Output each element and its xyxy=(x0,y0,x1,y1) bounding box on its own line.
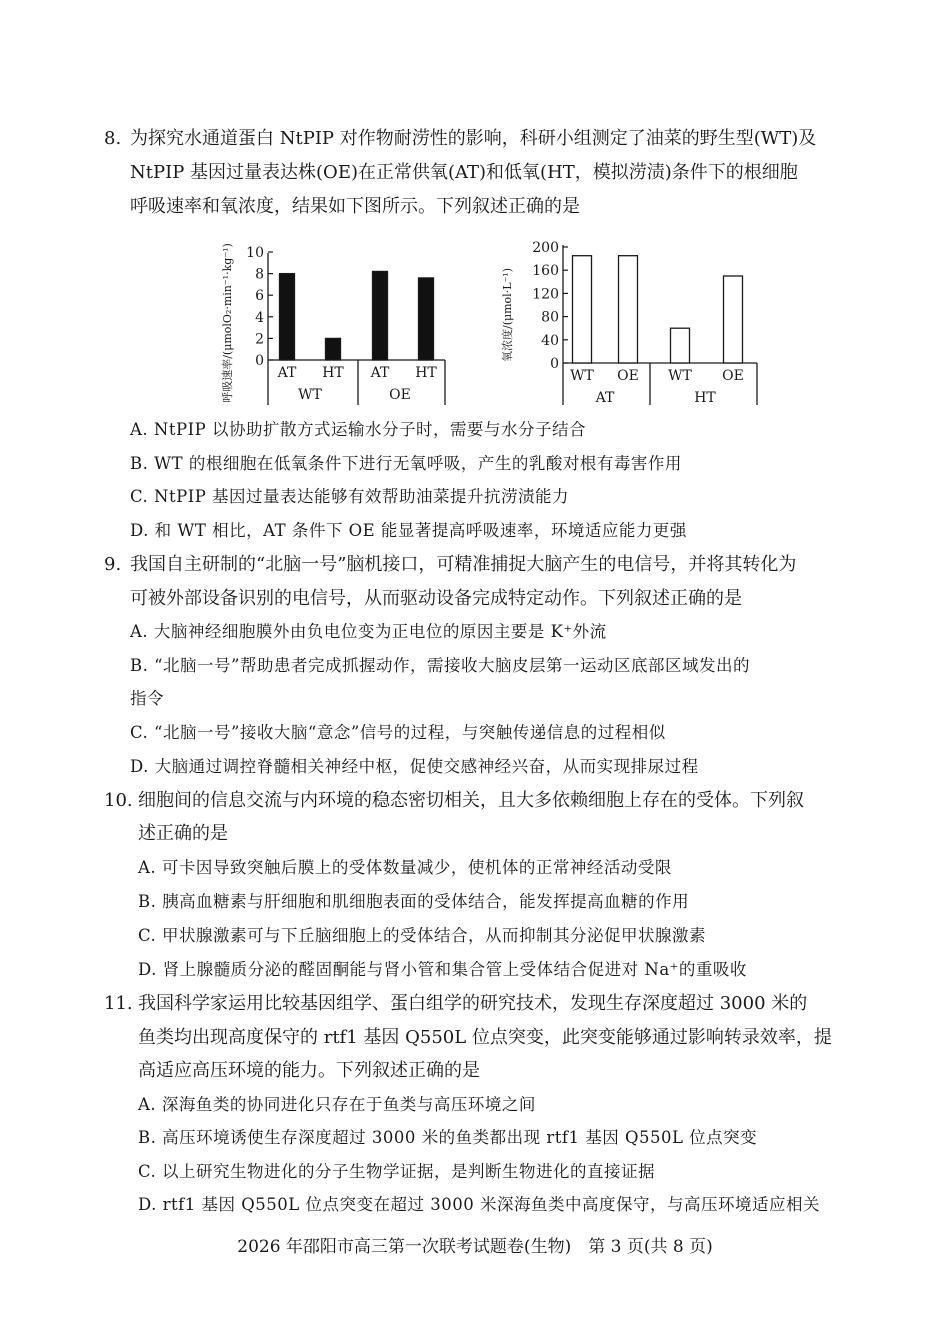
chart1-bar xyxy=(280,274,295,360)
q8-figure xyxy=(215,235,775,410)
q10-option-b: B. 胰高血糖素与肝细胞和肌细胞表面的受体结合，能发挥提高血糖的作用 xyxy=(138,892,690,911)
chart2-bar xyxy=(573,256,592,363)
q10-number: 10. xyxy=(104,790,133,811)
chart1-y-tick-label: 2 xyxy=(255,331,264,348)
chart-oxygen-concentration xyxy=(500,240,757,406)
chart1-bar xyxy=(419,278,434,360)
chart2-y-tick-label: 160 xyxy=(532,263,559,280)
q11-option-d: D. rtf1 基因 Q550L 位点突变在超过 3000 米深海鱼类中高度保守，与高压环境适应相关 xyxy=(138,1195,820,1214)
q8-option-c: C. NtPIP 基因过量表达能够有效帮助油菜提升抗涝渍能力 xyxy=(130,487,570,506)
q9-stem-line-2: 可被外部设备识别的电信号，从而驱动设备完成特定动作。下列叙述正确的是 xyxy=(130,588,742,609)
q8-option-b: B. WT 的根细胞在低氧条件下进行无氧呼吸，产生的乳酸对根有毒害作用 xyxy=(130,454,682,473)
chart-respiration-rate xyxy=(220,243,445,405)
q11-option-a: A. 深海鱼类的协同进化只存在于鱼类与高压环境之间 xyxy=(138,1095,536,1114)
chart2-category-label: OE xyxy=(617,368,639,384)
q10-option-c: C. 甲状腺激素可与下丘脑细胞上的受体结合，从而抑制其分泌促甲状腺激素 xyxy=(138,926,707,945)
q8-stem-line-3: 呼吸速率和氧浓度，结果如下图所示。下列叙述正确的是 xyxy=(130,196,580,217)
q9-option-d: D. 大脑通过调控脊髓相关神经中枢，促使交感神经兴奋，从而实现排尿过程 xyxy=(130,757,699,776)
chart1-y-tick-label: 8 xyxy=(255,266,264,283)
chart2-y-tick-label: 0 xyxy=(550,356,559,372)
q11-stem-line-1: 我国科学家运用比较基因组学、蛋白组学的研究技术，发现生存深度超过 3000 米的 xyxy=(138,993,808,1014)
chart1-y-tick-label: 4 xyxy=(255,309,264,326)
q8-stem-line-2: NtPIP 基因过量表达株(OE)在正常供氧(AT)和低氧(HT，模拟涝渍)条件下的根细胞 xyxy=(130,162,798,183)
q9-option-b: B. “北脑一号”帮助患者完成抓握动作，需接收大脑皮层第一运动区底部区域发出的 xyxy=(130,656,750,675)
chart1-bar xyxy=(326,338,341,360)
chart1-category-label: AT xyxy=(370,365,390,381)
chart2-group-label: HT xyxy=(694,390,716,406)
q11-stem-line-2: 鱼类均出现高度保守的 rtf1 基因 Q550L 位点突变，此突变能够通过影响转录效率，提 xyxy=(138,1027,832,1048)
chart2-bar xyxy=(724,276,743,363)
chart1-category-label: AT xyxy=(277,365,297,381)
q8-charts-svg xyxy=(215,235,775,410)
chart2-y-tick-label: 120 xyxy=(532,286,559,303)
q8-stem-line-1: 为探究水通道蛋白 NtPIP 对作物耐涝性的影响，科研小组测定了油菜的野生型(WT)及 xyxy=(130,128,817,149)
chart1-category-label: HT xyxy=(322,365,344,381)
q11-stem-line-3: 高适应高压环境的能力。下列叙述正确的是 xyxy=(138,1060,480,1081)
chart1-group-label: WT xyxy=(298,387,322,403)
q10-option-a: A. 可卡因导致突触后膜上的受体数量减少，使机体的正常神经活动受限 xyxy=(138,858,672,877)
chart2-y-tick-label: 200 xyxy=(532,240,559,256)
q9-number: 9. xyxy=(104,554,122,575)
q11-option-b: B. 高压环境诱使生存深度超过 3000 米的鱼类都出现 rtf1 基因 Q550L 位点突变 xyxy=(138,1128,758,1147)
chart2-y-axis-label: 氧浓度/(μmol·L⁻¹) xyxy=(501,267,514,363)
q9-option-c: C. “北脑一号”接收大脑“意念”信号的过程，与突触传递信息的过程相似 xyxy=(130,723,666,742)
chart2-category-label: OE xyxy=(722,368,744,384)
q8-number: 8. xyxy=(104,128,122,149)
q9-option-a: A. 大脑神经细胞膜外由负电位变为正电位的原因主要是 K⁺外流 xyxy=(130,622,607,641)
chart2-y-tick-label: 80 xyxy=(541,309,559,326)
chart1-y-tick-label: 0 xyxy=(255,353,264,369)
q11-number: 11. xyxy=(104,993,133,1014)
q9-stem-line-1: 我国自主研制的“北脑一号”脑机接口，可精准捕捉大脑产生的电信号，并将其转化为 xyxy=(130,554,797,575)
chart1-group-label: OE xyxy=(389,387,411,403)
chart1-category-label: HT xyxy=(415,365,437,381)
q9-option-b-cont: 指令 xyxy=(130,689,164,708)
q10-option-d: D. 肾上腺髓质分泌的醛固酮能与肾小管和集合管上受体结合促进对 Na⁺的重吸收 xyxy=(138,960,747,979)
chart1-y-tick-label: 10 xyxy=(246,245,264,261)
q8-option-d: D. 和 WT 相比，AT 条件下 OE 能显著提高呼吸速率，环境适应能力更强 xyxy=(130,521,687,540)
chart2-group-label: AT xyxy=(595,390,615,406)
chart2-category-label: WT xyxy=(668,368,692,384)
chart2-bar xyxy=(671,328,690,363)
chart2-category-label: WT xyxy=(570,368,594,384)
q10-stem-line-1: 细胞间的信息交流与内环境的稳态密切相关，且大多依赖细胞上存在的受体。下列叙 xyxy=(138,790,804,811)
q8-option-a: A. NtPIP 以协助扩散方式运输水分子时，需要与水分子结合 xyxy=(130,420,586,439)
q10-stem-line-2: 述正确的是 xyxy=(138,823,228,844)
chart2-bar xyxy=(619,256,638,363)
chart1-y-axis-label: 呼吸速率/(μmolO₂·min⁻¹·kg⁻¹) xyxy=(221,243,234,403)
chart2-y-tick-label: 40 xyxy=(541,332,559,349)
q11-option-c: C. 以上研究生物进化的分子生物学证据，是判断生物进化的直接证据 xyxy=(138,1162,656,1181)
chart1-y-tick-label: 6 xyxy=(255,288,264,305)
page-footer: 2026 年邵阳市高三第一次联考试题卷(生物) 第 3 页(共 8 页) xyxy=(237,1237,713,1257)
chart1-bar xyxy=(373,271,388,360)
